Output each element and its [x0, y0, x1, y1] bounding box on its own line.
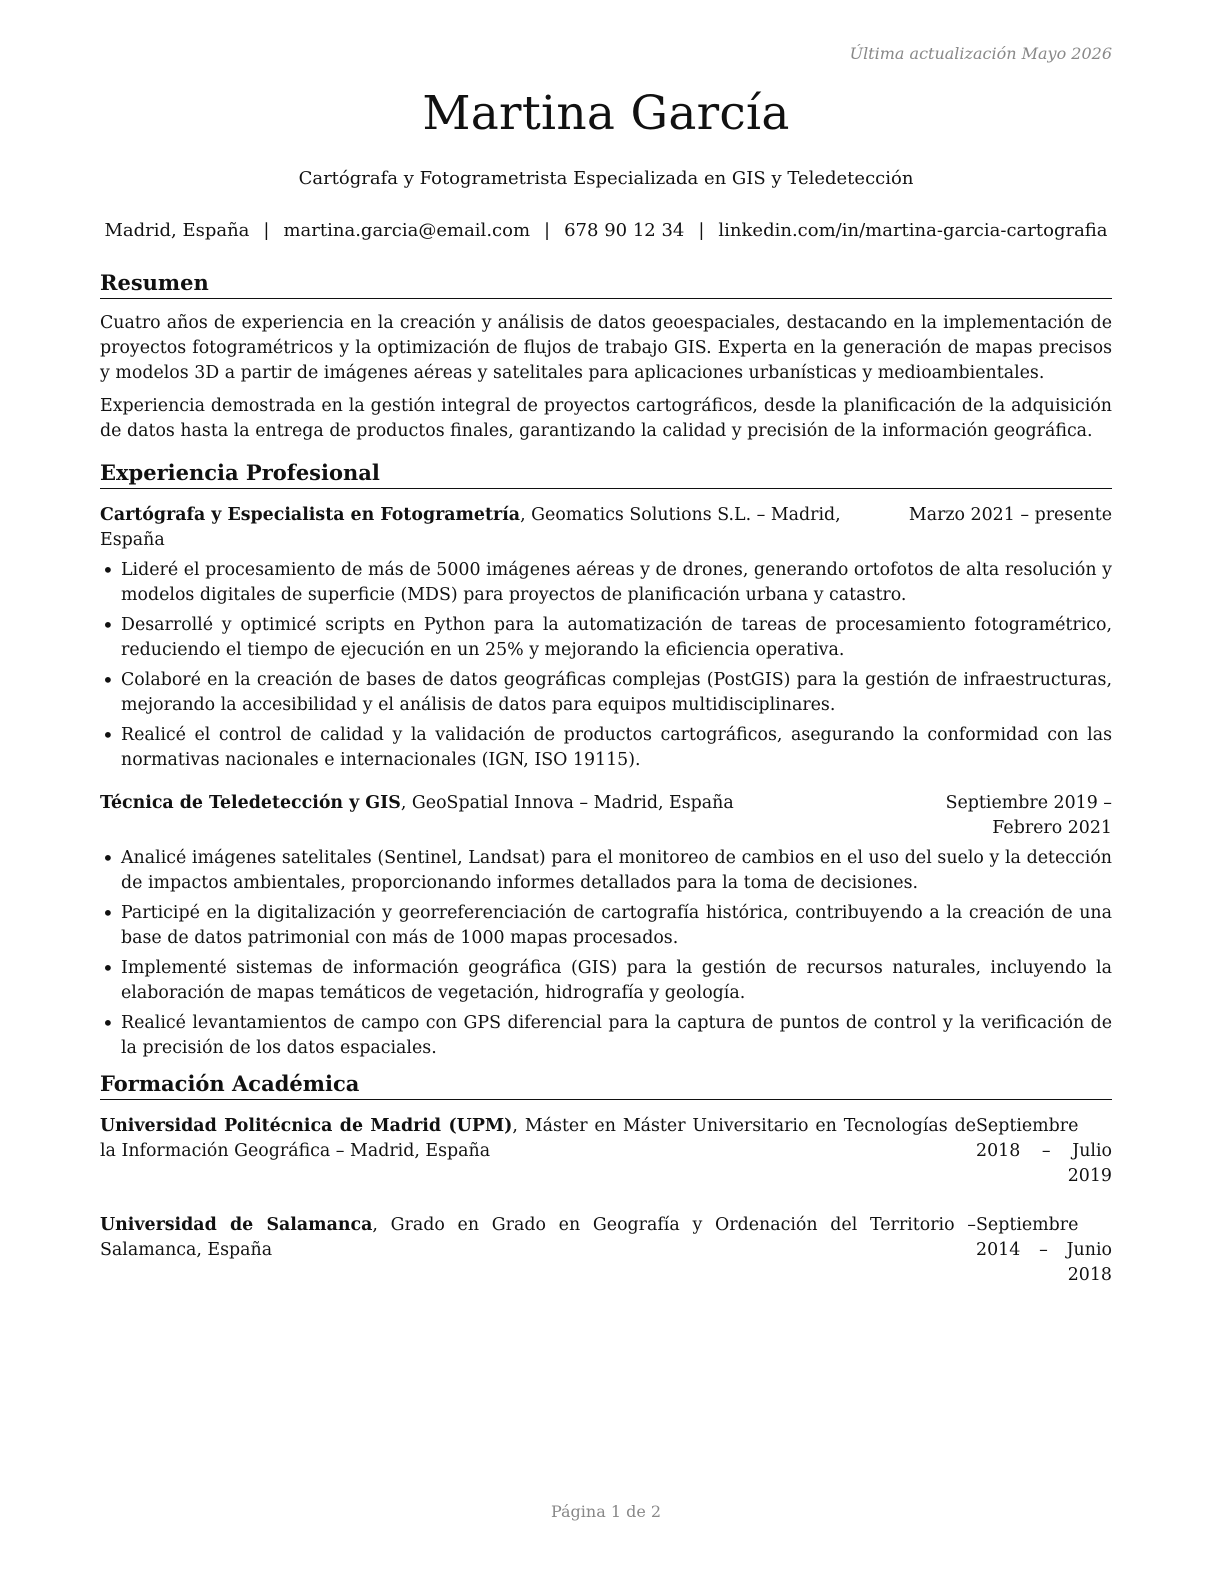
job-dates: Marzo 2021 – presente [908, 505, 1112, 525]
job-bullet: • Realicé el control de calidad y la validación de productos cartográficos, asegurando la conformidad con las normativas nacionales e internacionales (IGN, ISO 19115). [100, 723, 1112, 773]
job-entry [100, 503, 1112, 773]
education-school: Universidad de Salamanca [100, 1215, 373, 1235]
contact-separator: | [263, 220, 270, 241]
education-dates: Septiembre 2018 – Julio 2019 [976, 1116, 1112, 1186]
job-bullet: • Colaboré en la creación de bases de datos geográficas complejas (PostGIS) para la gestión de infraestructuras, mejorando la accesibilidad y el análisis de datos para equipos multidisciplinares. [100, 668, 1112, 718]
last-updated: Última actualización Mayo 2026 [849, 44, 1112, 63]
job-role: Técnica de Teledetección y GIS [100, 793, 401, 813]
job-bullet: • Implementé sistemas de información geográfica (GIS) para la gestión de recursos naturales, incluyendo la elaboración de mapas temáticos de vegetación, hidrografía y geología. [100, 956, 1112, 1006]
contact-separator: | [544, 220, 551, 241]
contact-phone: 678 90 12 34 [564, 220, 685, 241]
contact-line [100, 220, 1112, 241]
job-bullet: • Analicé imágenes satelitales (Sentinel, Landsat) para el monitoreo de cambios en el uso del suelo y la detección de impactos ambientales, proporcionando informes detallados para la toma de decisiones. [100, 846, 1112, 896]
education-degree: , Grado en Grado en Geografía y Ordenación del Territorio – Salamanca, España [100, 1215, 976, 1260]
job-entry [100, 791, 1112, 1061]
job-bullet: • Lideré el procesamiento de más de 5000 imágenes aéreas y de drones, generando ortofotos de alta resolución y modelos digitales de superficie (MDS) para proyectos de planificación urbana y catastro. [100, 558, 1112, 608]
job-bullet: • Realicé levantamientos de campo con GPS diferencial para la captura de puntos de control y la verificación de la precisión de los datos espaciales. [100, 1011, 1112, 1061]
candidate-subtitle: Cartógrafa y Fotogrametrista Especializada en GIS y Teledetección [298, 168, 914, 189]
contact-separator: | [698, 220, 705, 241]
candidate-name: Martina García [422, 86, 790, 141]
contact-location: Madrid, España [104, 220, 250, 241]
section-title-education: Formación Académica [100, 1071, 1112, 1100]
summary-paragraph: Experiencia demostrada en la gestión integral de proyectos cartográficos, desde la planificación de la adquisición de datos hasta la entrega de productos finales, garantizando la calidad y precisión de la información geográfica. [100, 396, 1112, 441]
section-title-experience: Experiencia Profesional [100, 460, 1112, 489]
job-header [100, 791, 1112, 841]
education-entry [100, 1213, 1112, 1288]
education-dates: Septiembre 2014 – Junio 2018 [976, 1215, 1112, 1285]
job-bullet: • Desarrollé y optimicé scripts en Python para la automatización de tareas de procesamiento fotogramétrico, reduciendo el tiempo de ejecución en un 25% y mejorando la eficiencia operativa. [100, 613, 1112, 663]
resume-content [100, 270, 1112, 1288]
education-degree: , Máster en Máster Universitario en Tecnologías de la Información Geográfica – Madrid, España [100, 1116, 977, 1161]
contact-email[interactable]: martina.garcia@email.com [283, 220, 531, 241]
job-bullets [100, 558, 1112, 773]
education-entry [100, 1114, 1112, 1189]
job-role: Cartógrafa y Especialista en Fotogrametría [100, 505, 521, 525]
job-header [100, 503, 1112, 553]
education-school: Universidad Politécnica de Madrid (UPM) [100, 1116, 513, 1136]
resume-page [100, 0, 1112, 1584]
job-company: , Geomatics Solutions S.L. – Madrid, España [100, 505, 841, 550]
job-dates: Septiembre 2019 – Febrero 2021 [945, 793, 1112, 838]
job-bullets [100, 846, 1112, 1061]
section-title-summary: Resumen [100, 270, 1112, 299]
contact-linkedin[interactable]: linkedin.com/in/martina-garcia-cartografia [718, 220, 1108, 241]
job-company: , GeoSpatial Innova – Madrid, España [400, 793, 734, 813]
summary-paragraph: Cuatro años de experiencia en la creación y análisis de datos geoespaciales, destacando en la implementación de proyectos fotogramétricos y la optimización de flujos de trabajo GIS. Experta en la generación de mapas precisos y modelos 3D a partir de imágenes aéreas y satelitales para aplicaciones urbanísticas y medioambientales. [100, 313, 1112, 383]
job-bullet: • Participé en la digitalización y georreferenciación de cartografía histórica, contribuyendo a la creación de una base de datos patrimonial con más de 1000 mapas procesados. [100, 901, 1112, 951]
page-number: Página 1 de 2 [550, 1502, 662, 1521]
